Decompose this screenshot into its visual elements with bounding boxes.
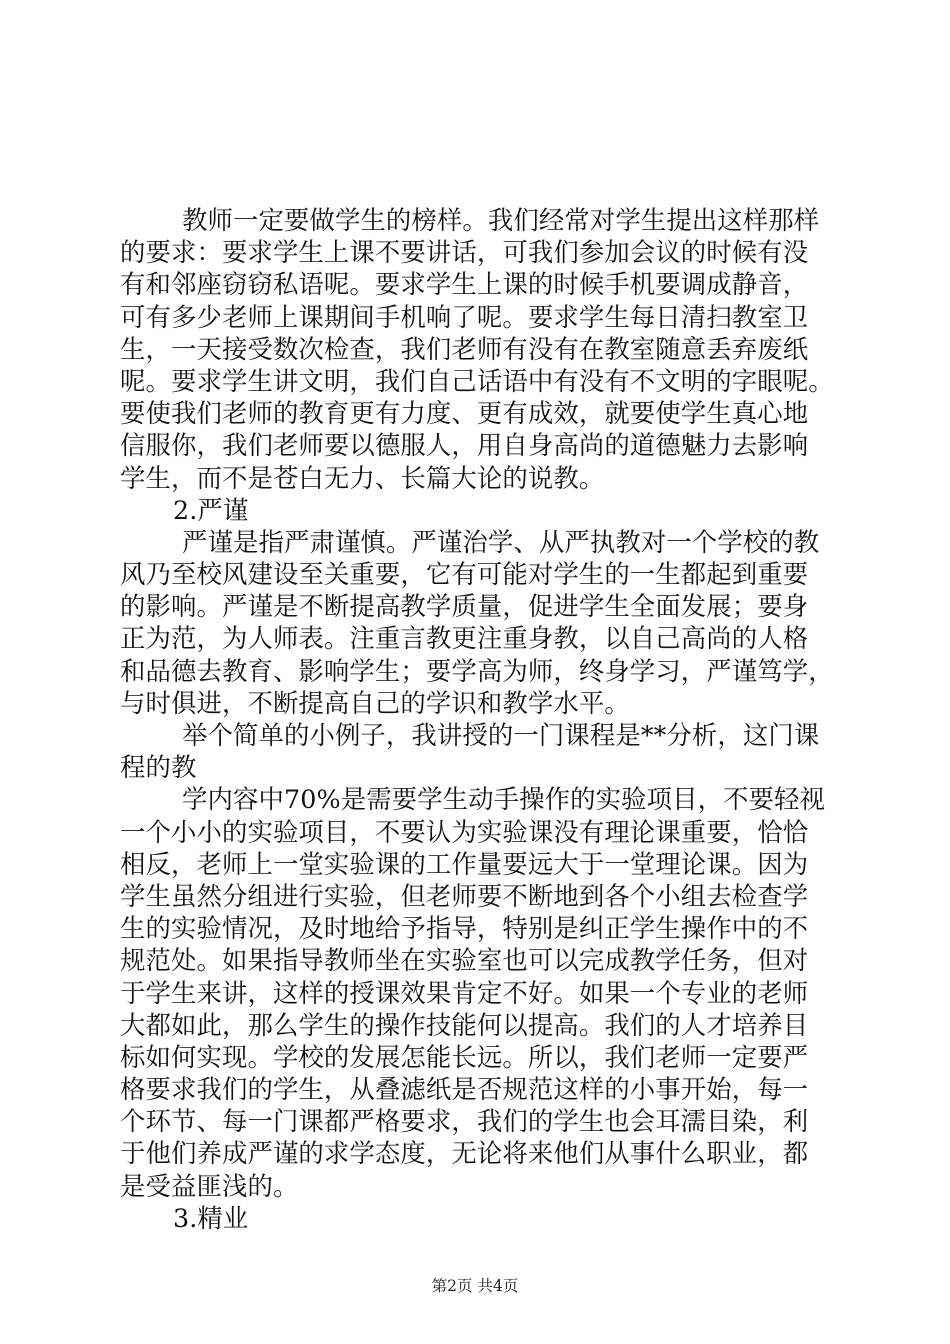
paragraph-line: 的要求：要求学生上课不要讲话，可我们参加会议的时候有没 <box>120 237 809 268</box>
paragraph-line: 正为范，为人师表。注重言教更注重身教，以自己高尚的人格 <box>120 623 809 654</box>
paragraph-line: 个环节、每一门课都严格要求，我们的学生也会耳濡目染，利 <box>120 1106 809 1137</box>
paragraph-line: 与时俱进，不断提高自己的学识和教学水平。 <box>120 687 630 718</box>
paragraph-line: 相反，老师上一堂实验课的工作量要远大于一堂理论课。因为 <box>120 848 809 879</box>
paragraph-line: 的影响。严谨是不断提高教学质量，促进学生全面发展；要身 <box>120 591 809 622</box>
paragraph-line: 呢。要求学生讲文明，我们自己话语中有没有不文明的字眼呢。 <box>120 365 834 396</box>
paragraph-line: 学内容中70%是需要学生动手操作的实验项目，不要轻视 <box>182 784 826 815</box>
paragraph-line: 教师一定要做学生的榜样。我们经常对学生提出这样那样 <box>182 205 820 235</box>
paragraph-line: 信服你，我们老师要以德服人，用自身高尚的道德魅力去影响 <box>120 430 809 461</box>
page-number-footer: 第2页 共4页 <box>431 1277 519 1295</box>
paragraph-line: 严谨是指严肃谨慎。严谨治学、从严执教对一个学校的教 <box>182 526 820 557</box>
paragraph-line: 程的教 <box>120 752 197 783</box>
paragraph-line: 学生虽然分组进行实验，但老师要不断地到各个小组去检查学 <box>120 880 809 911</box>
paragraph-line: 和品德去教育、影响学生；要学高为师，终身学习，严谨笃学， <box>120 655 834 686</box>
paragraph-line: 于他们养成严谨的求学态度，无论将来他们从事什么职业，都 <box>120 1138 809 1169</box>
paragraph-line: 风乃至校风建设至关重要，它有可能对学生的一生都起到重要 <box>120 559 809 590</box>
document-body <box>120 204 838 1234</box>
section-heading-dedication: 3.精业 <box>173 1202 249 1233</box>
paragraph-line: 生的实验情况，及时地给予指导，特别是纠正学生操作中的不 <box>120 913 809 944</box>
paragraph-line: 格要求我们的学生，从叠滤纸是否规范这样的小事开始，每一 <box>120 1074 809 1105</box>
paragraph-line: 有和邻座窃窃私语呢。要求学生上课的时候手机要调成静音， <box>120 269 809 300</box>
paragraph-line: 要使我们老师的教育更有力度、更有成效，就要使学生真心地 <box>120 398 809 429</box>
paragraph-line: 于学生来讲，这样的授课效果肯定不好。如果一个专业的老师 <box>120 977 809 1008</box>
paragraph-line: 生，一天接受数次检查，我们老师有没有在教室随意丢弃废纸 <box>120 333 809 364</box>
section-heading-rigor: 2.严谨 <box>173 494 249 525</box>
paragraph-line: 可有多少老师上课期间手机响了呢。要求学生每日清扫教室卫 <box>120 301 809 332</box>
paragraph-line: 举个简单的小例子，我讲授的一门课程是**分析，这门课 <box>182 720 820 750</box>
paragraph-line: 学生，而不是苍白无力、长篇大论的说教。 <box>120 462 605 493</box>
paragraph-line: 标如何实现。学校的发展怎能长远。所以，我们老师一定要严 <box>120 1041 809 1072</box>
paragraph-line: 规范处。如果指导教师坐在实验室也可以完成教学任务，但对 <box>120 945 809 976</box>
paragraph-line: 是受益匪浅的。 <box>120 1170 299 1201</box>
paragraph-line: 一个小小的实验项目，不要认为实验课没有理论课重要，恰恰 <box>120 816 809 847</box>
paragraph-line: 大都如此，那么学生的操作技能何以提高。我们的人才培养目 <box>120 1009 809 1040</box>
